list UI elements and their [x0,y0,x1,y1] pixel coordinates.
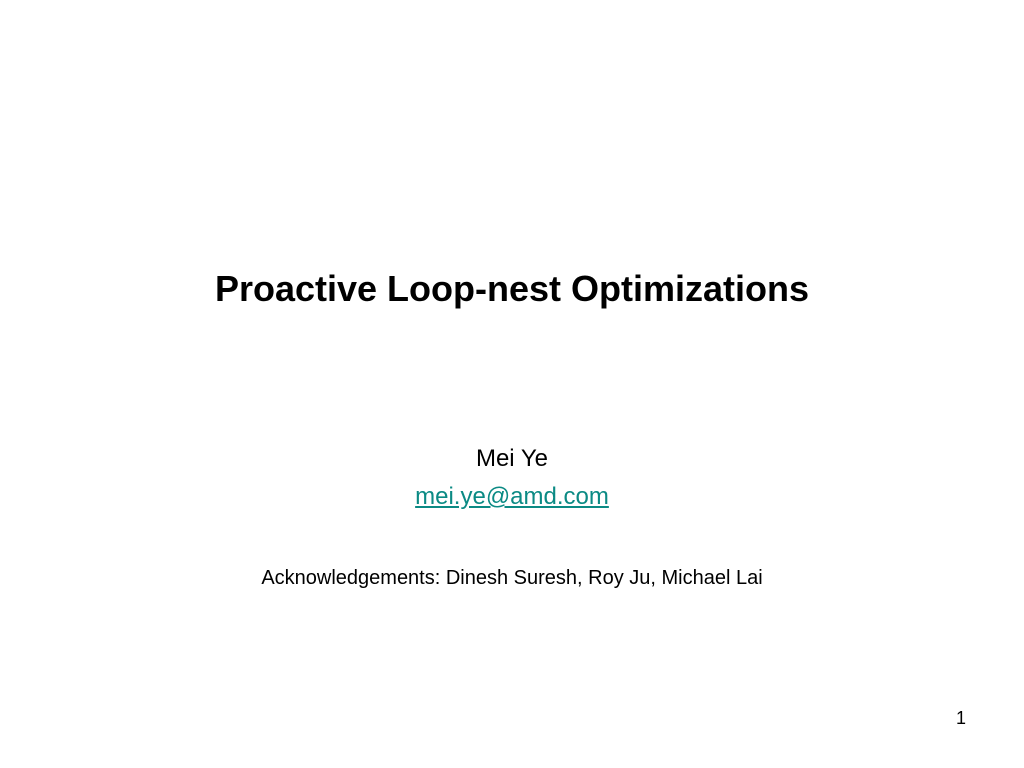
slide-title: Proactive Loop-nest Optimizations [214,268,810,309]
author-email-link[interactable]: mei.ye@amd.com [415,483,609,510]
author-name: Mei Ye [475,445,549,472]
acknowledgements: Acknowledgements: Dinesh Suresh, Roy Ju, Michael Lai [261,567,763,589]
page-number: 1 [955,708,966,728]
author-block [0,440,1024,516]
